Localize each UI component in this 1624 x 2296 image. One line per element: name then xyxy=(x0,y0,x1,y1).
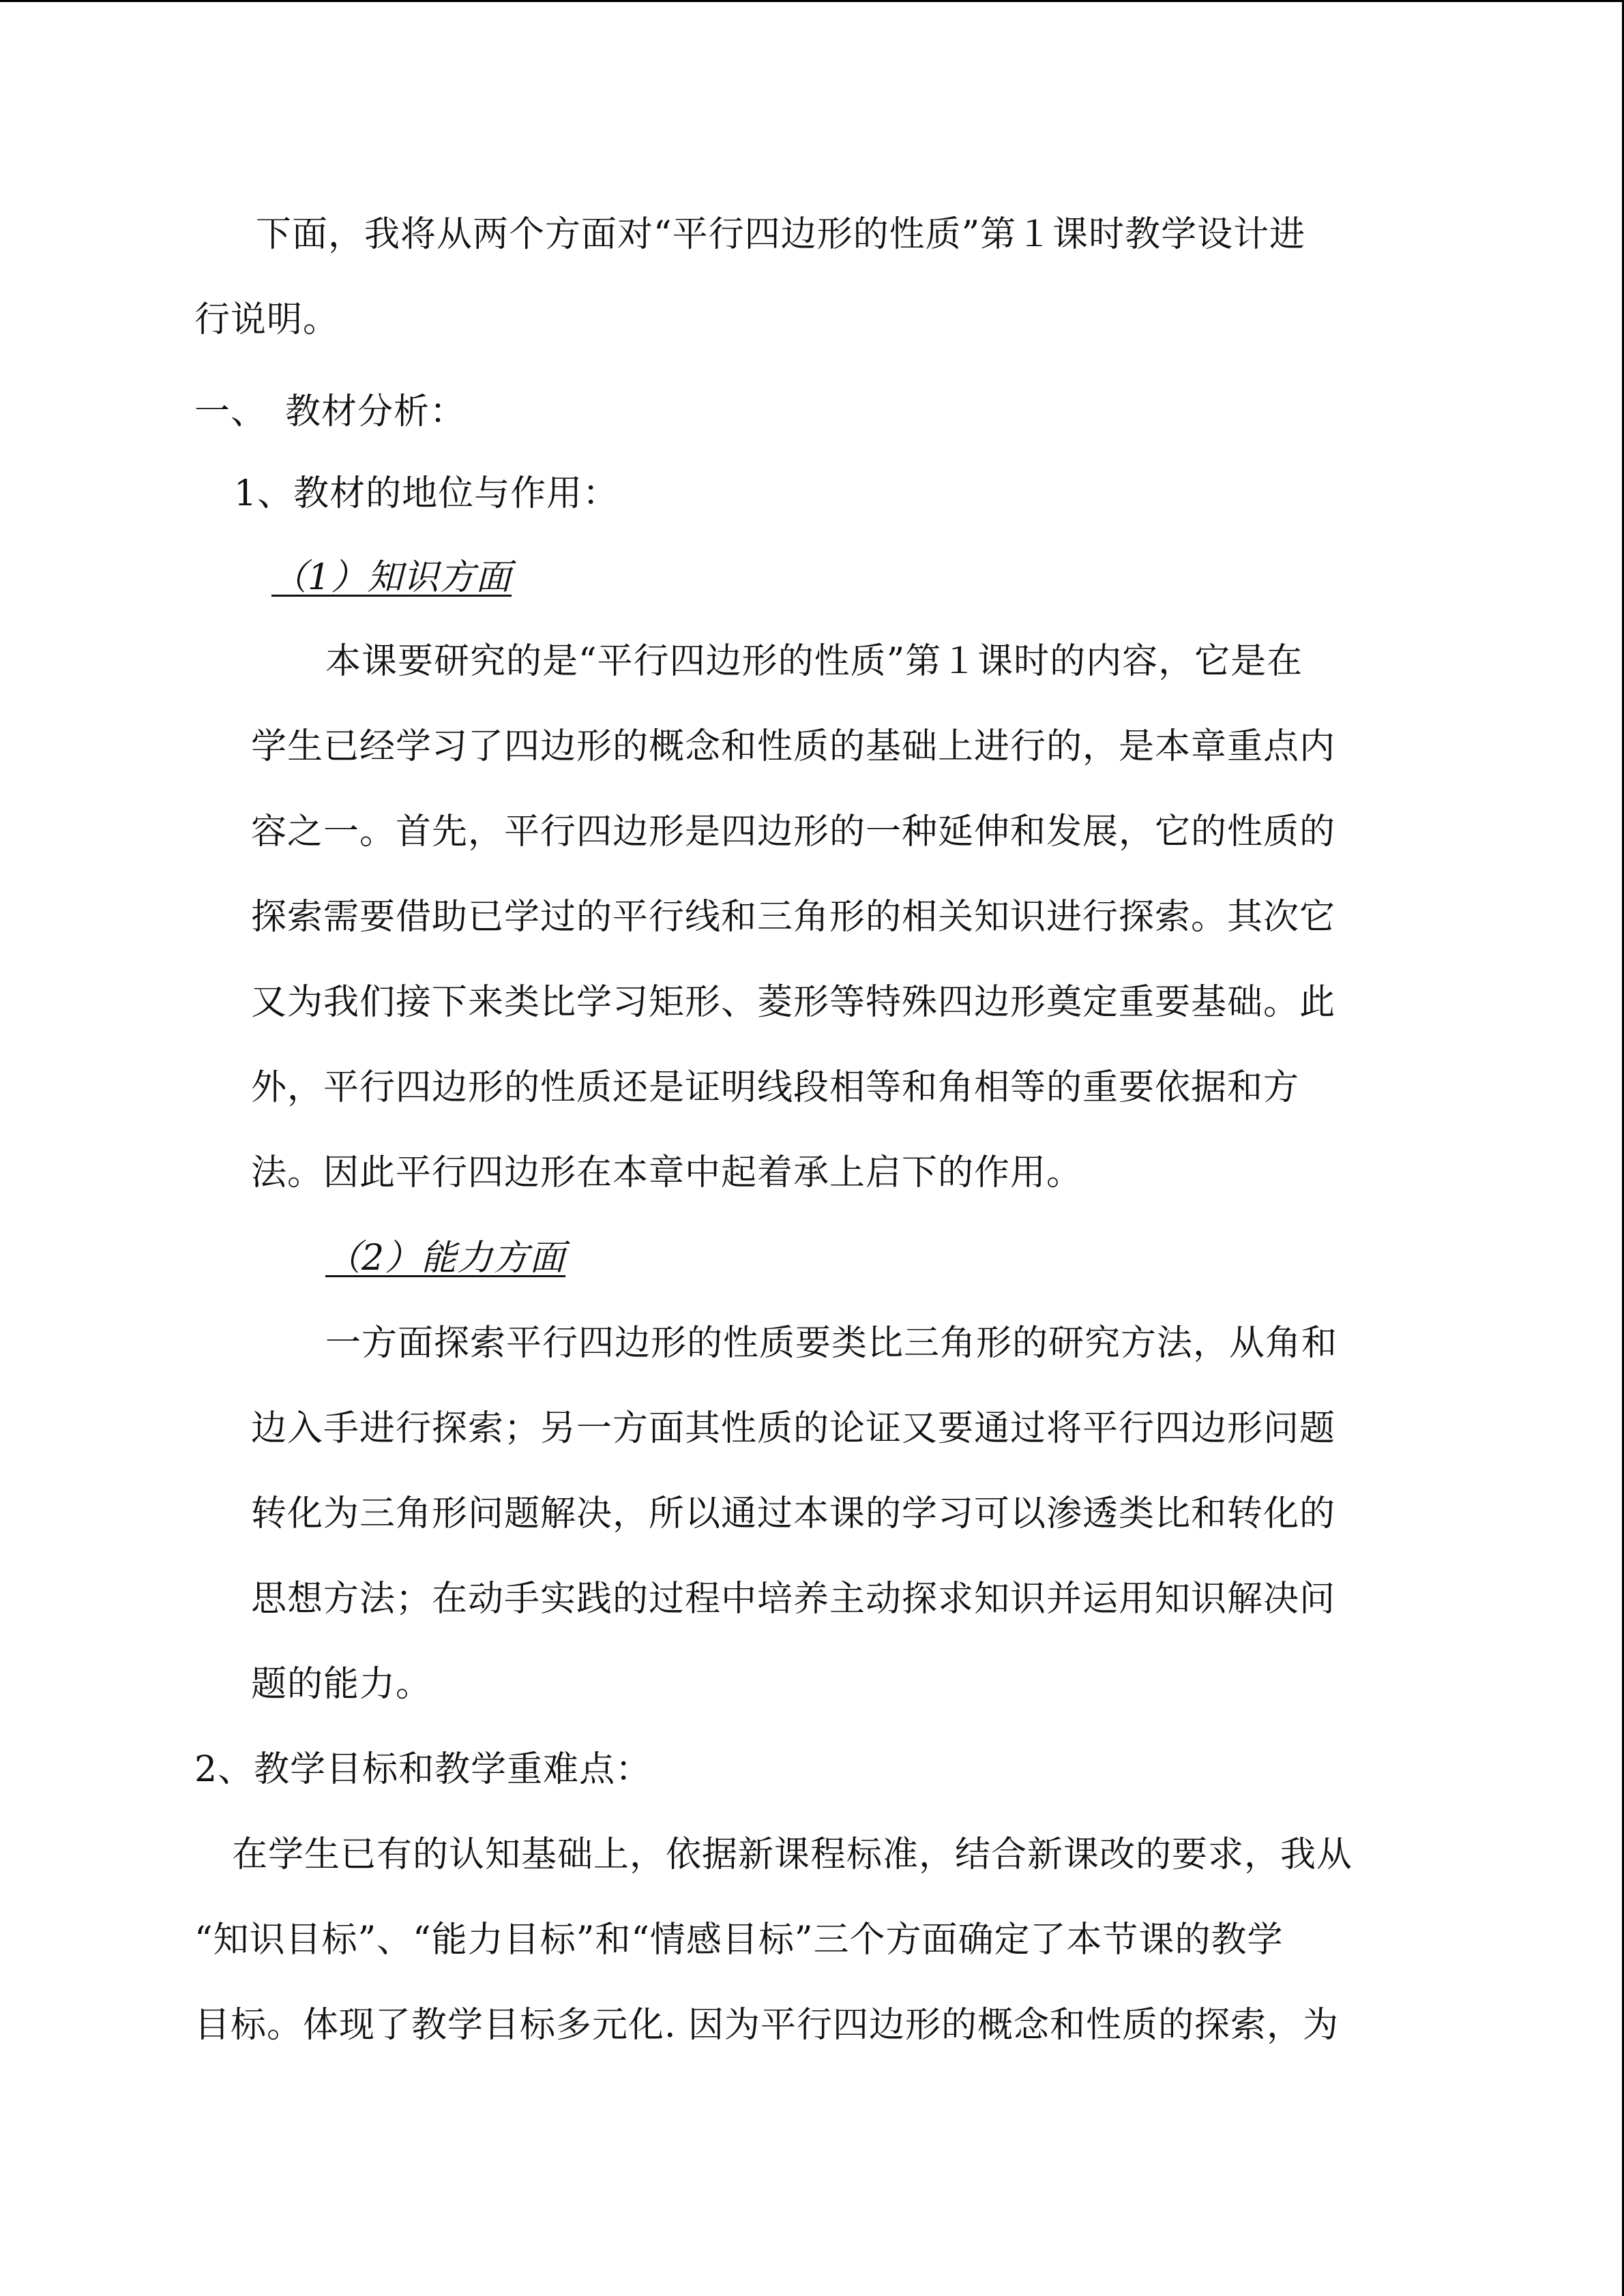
goals-line-2: “知识目标”、“能力目标”和“情感目标”三个方面确定了本节课的教学 xyxy=(194,1920,1284,1960)
knowledge-heading: （1）知识方面 xyxy=(271,557,512,598)
ability-line-2: 边入手进行探索；另一方面其性质的论证又要通过将平行四边形问题 xyxy=(251,1408,1336,1449)
ability-line-5: 题的能力。 xyxy=(251,1664,432,1705)
knowledge-line-3: 容之一。首先，平行四边形是四边形的一种延伸和发展，它的性质的 xyxy=(251,811,1336,852)
ability-line-1: 一方面探索平行四边形的性质要类比三角形的研究方法，从角和 xyxy=(325,1323,1338,1364)
knowledge-line-5: 又为我们接下来类比学习矩形、菱形等特殊四边形奠定重要基础。此 xyxy=(251,982,1336,1023)
goals-line-3: 目标。体现了教学目标多元化. 因为平行四边形的概念和性质的探索，为 xyxy=(194,2005,1340,2046)
intro-line-2: 行说明。 xyxy=(194,299,340,340)
ability-line-3: 转化为三角形问题解决，所以通过本课的学习可以渗透类比和转化的 xyxy=(251,1493,1336,1534)
ability-heading: （2）能力方面 xyxy=(325,1238,566,1279)
section1-heading: 一、 教材分析： xyxy=(194,391,467,432)
subsection2-heading: 2、教学目标和教学重难点： xyxy=(194,1749,652,1790)
knowledge-line-1: 本课要研究的是“平行四边形的性质”第１课时的内容，它是在 xyxy=(325,641,1303,682)
intro-line-1: 下面，我将从两个方面对“平行四边形的性质”第１课时教学设计进 xyxy=(256,214,1306,255)
knowledge-line-6: 外，平行四边形的性质还是证明线段相等和角相等的重要依据和方 xyxy=(251,1067,1300,1108)
subsection1-heading: 1、教材的地位与作用： xyxy=(234,473,619,514)
page-border-top xyxy=(0,0,1624,2)
knowledge-line-4: 探索需要借助已学过的平行线和三角形的相关知识进行探索。其次它 xyxy=(251,897,1336,938)
ability-line-4: 思想方法；在动手实践的过程中培养主动探求知识并运用知识解决问 xyxy=(251,1579,1336,1620)
knowledge-line-7: 法。因此平行四边形在本章中起着承上启下的作用。 xyxy=(251,1152,1083,1193)
knowledge-line-2: 学生已经学习了四边形的概念和性质的基础上进行的，是本章重点内 xyxy=(251,726,1336,767)
goals-line-1: 在学生已有的认知基础上，依据新课程标准，结合新课改的要求，我从 xyxy=(232,1834,1353,1875)
